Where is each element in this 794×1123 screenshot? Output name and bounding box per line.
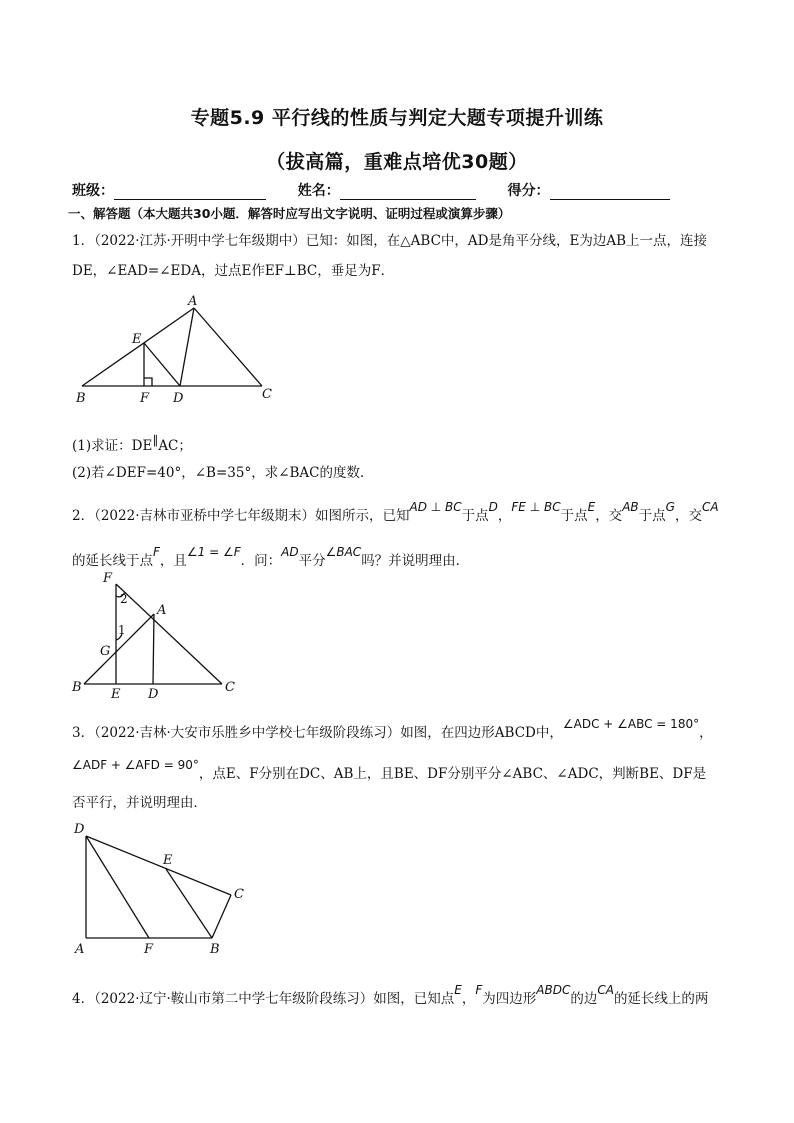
q1-figure xyxy=(70,290,290,410)
q1-label-f: F xyxy=(140,391,150,406)
q3-label-b: B xyxy=(210,942,220,957)
q1-line2: DE，∠EAD=∠EDA，过点E作EF⊥BC，垂足为F． xyxy=(72,263,395,279)
q3-label-c: C xyxy=(234,887,244,902)
q2-math-angle1-eq-f: ∠1 = ∠F xyxy=(186,545,241,559)
q2-text-k: 平分 xyxy=(298,553,326,569)
q2-label-c: C xyxy=(225,680,235,695)
q4-text-b: ， xyxy=(461,991,476,1007)
page-title: 专题5.9 平行线的性质与判定大题专项提升训练 xyxy=(190,107,604,129)
q2-math-angle-bac: ∠BAC xyxy=(325,545,362,559)
name-blank xyxy=(340,185,476,200)
q1-label-d: D xyxy=(173,391,184,406)
q2-label-e: E xyxy=(111,687,121,702)
class-label: 班级： xyxy=(72,183,114,199)
q2-label-a: A xyxy=(157,603,167,618)
q1-segment-ac xyxy=(194,308,262,386)
q4-math-e: E xyxy=(454,983,462,997)
q3-text-b: ， xyxy=(699,725,713,741)
q1-segment-ab xyxy=(82,308,194,386)
q4-text-e: 的延长线上的两 xyxy=(613,991,709,1007)
q3-segment-df xyxy=(86,836,149,938)
q2-text-h: 的延长线于点 xyxy=(72,553,153,569)
section-heading: 一、解答题（本大题共30小题．解答时应写出文字说明、证明过程或演算步骤） xyxy=(68,206,511,221)
class-blank xyxy=(114,185,266,200)
q2-math-ca: CA xyxy=(701,500,719,514)
q3-segment-be xyxy=(166,869,212,938)
q1-label-a: A xyxy=(188,294,198,309)
q2-label-2: 2 xyxy=(120,592,128,606)
q2-line1 xyxy=(72,501,732,531)
q1-label-c: C xyxy=(262,387,272,402)
score-label: 得分： xyxy=(507,183,550,199)
q4-text-a: 4．（2022·辽宁·鞍山市第二中学七年级阶段练习）如图，已知点 xyxy=(72,991,455,1007)
q2-figure xyxy=(70,570,250,700)
q2-text-l: 吗？并说明理由． xyxy=(361,553,470,569)
q4-math-abdc: ABDC xyxy=(536,983,571,997)
q2-text-i: ，且 xyxy=(159,553,187,569)
q4-math-f: F xyxy=(475,983,483,997)
q2-label-f: F xyxy=(103,571,113,586)
page-subtitle: （拔高篇，重难点培优30题） xyxy=(266,151,528,173)
q2-label-d: D xyxy=(148,687,159,702)
q2-math-ab: AB xyxy=(622,500,639,514)
q1-sub1 xyxy=(72,431,732,461)
q3-label-d: D xyxy=(74,822,85,837)
q3-label-f: F xyxy=(144,942,154,957)
q2-segment-fc xyxy=(116,584,222,684)
q4-line1 xyxy=(72,984,732,1014)
q2-math-fe-perp-bc: FE ⊥ BC xyxy=(511,500,561,514)
name-label: 姓名： xyxy=(297,183,340,199)
q3-label-a: A xyxy=(75,942,85,957)
q2-label-b: B xyxy=(72,680,82,695)
q2-math-ad-perp-bc: AD ⊥ BC xyxy=(409,500,462,514)
q1-parallel-symbol: ∥ xyxy=(152,433,159,447)
q2-math-ad: AD xyxy=(281,545,299,559)
q2-math-f: F xyxy=(153,545,160,559)
q3-line3: 否平行，并说明理由． xyxy=(72,795,207,811)
q1-segment-ed xyxy=(144,343,180,386)
score-blank xyxy=(550,185,670,200)
q2-label-g: G xyxy=(100,644,111,659)
q2-label-1: 1 xyxy=(118,623,126,637)
q2-math-d: D xyxy=(488,500,498,514)
q2-text-g: ，交 xyxy=(674,508,702,524)
q2-segment-ad xyxy=(153,614,154,684)
q1-right-angle-mark xyxy=(144,378,152,386)
q1-sub1-text-a: (1)求证：DE xyxy=(72,438,153,454)
q3-text-c: ，点E、F分别在DC、AB上，且BE、DF分别平分∠ABC、∠ADC，判断BE、DF是 xyxy=(198,766,707,782)
q1-sub2: (2)若∠DEF=40°，∠B=35°，求∠BAC的度数． xyxy=(72,465,374,481)
student-info-row xyxy=(72,180,670,200)
q3-math-angle-sum-90: ∠ADF + ∠AFD = 90° xyxy=(72,758,199,772)
q3-figure xyxy=(70,820,260,965)
q1-sub1-text-c: AC； xyxy=(158,438,192,454)
q1-label-b: B xyxy=(76,391,86,406)
q2-text-a: 2．（2022·吉林市亚桥中学七年级期末）如图所示，已知 xyxy=(72,508,410,524)
q3-line1 xyxy=(72,718,732,748)
q2-text-e: ，交 xyxy=(595,508,623,524)
q3-segment-bc xyxy=(212,895,231,938)
q3-segment-dc xyxy=(86,836,231,895)
q4-text-c: 为四边形 xyxy=(482,991,537,1007)
q2-text-b: 于点 xyxy=(461,508,489,524)
q2-math-e: E xyxy=(587,500,596,514)
q1-segment-ad xyxy=(180,308,194,386)
q2-text-d: 于点 xyxy=(560,508,588,524)
q3-math-angle-sum-180: ∠ADC + ∠ABC = 180° xyxy=(562,717,700,731)
q2-text-f: 于点 xyxy=(638,508,666,524)
q2-text-j: ．问： xyxy=(240,553,282,569)
q3-text-a: 3．（2022·吉林·大安市乐胜乡中学校七年级阶段练习）如图，在四边形ABCD中， xyxy=(72,725,563,741)
q1-label-e: E xyxy=(132,332,142,347)
q2-text-c: ， xyxy=(497,508,512,524)
q3-line2 xyxy=(72,759,732,789)
q4-math-ca: CA xyxy=(597,983,614,997)
q4-text-d: 的边 xyxy=(570,991,598,1007)
q1-line1: 1．（2022·江苏·开明中学七年级期中）已知：如图，在△ABC中，AD是角平分线，E为边AB上一点，连接 xyxy=(72,233,708,249)
q2-math-g: G xyxy=(665,500,675,514)
q3-label-e: E xyxy=(163,853,173,868)
